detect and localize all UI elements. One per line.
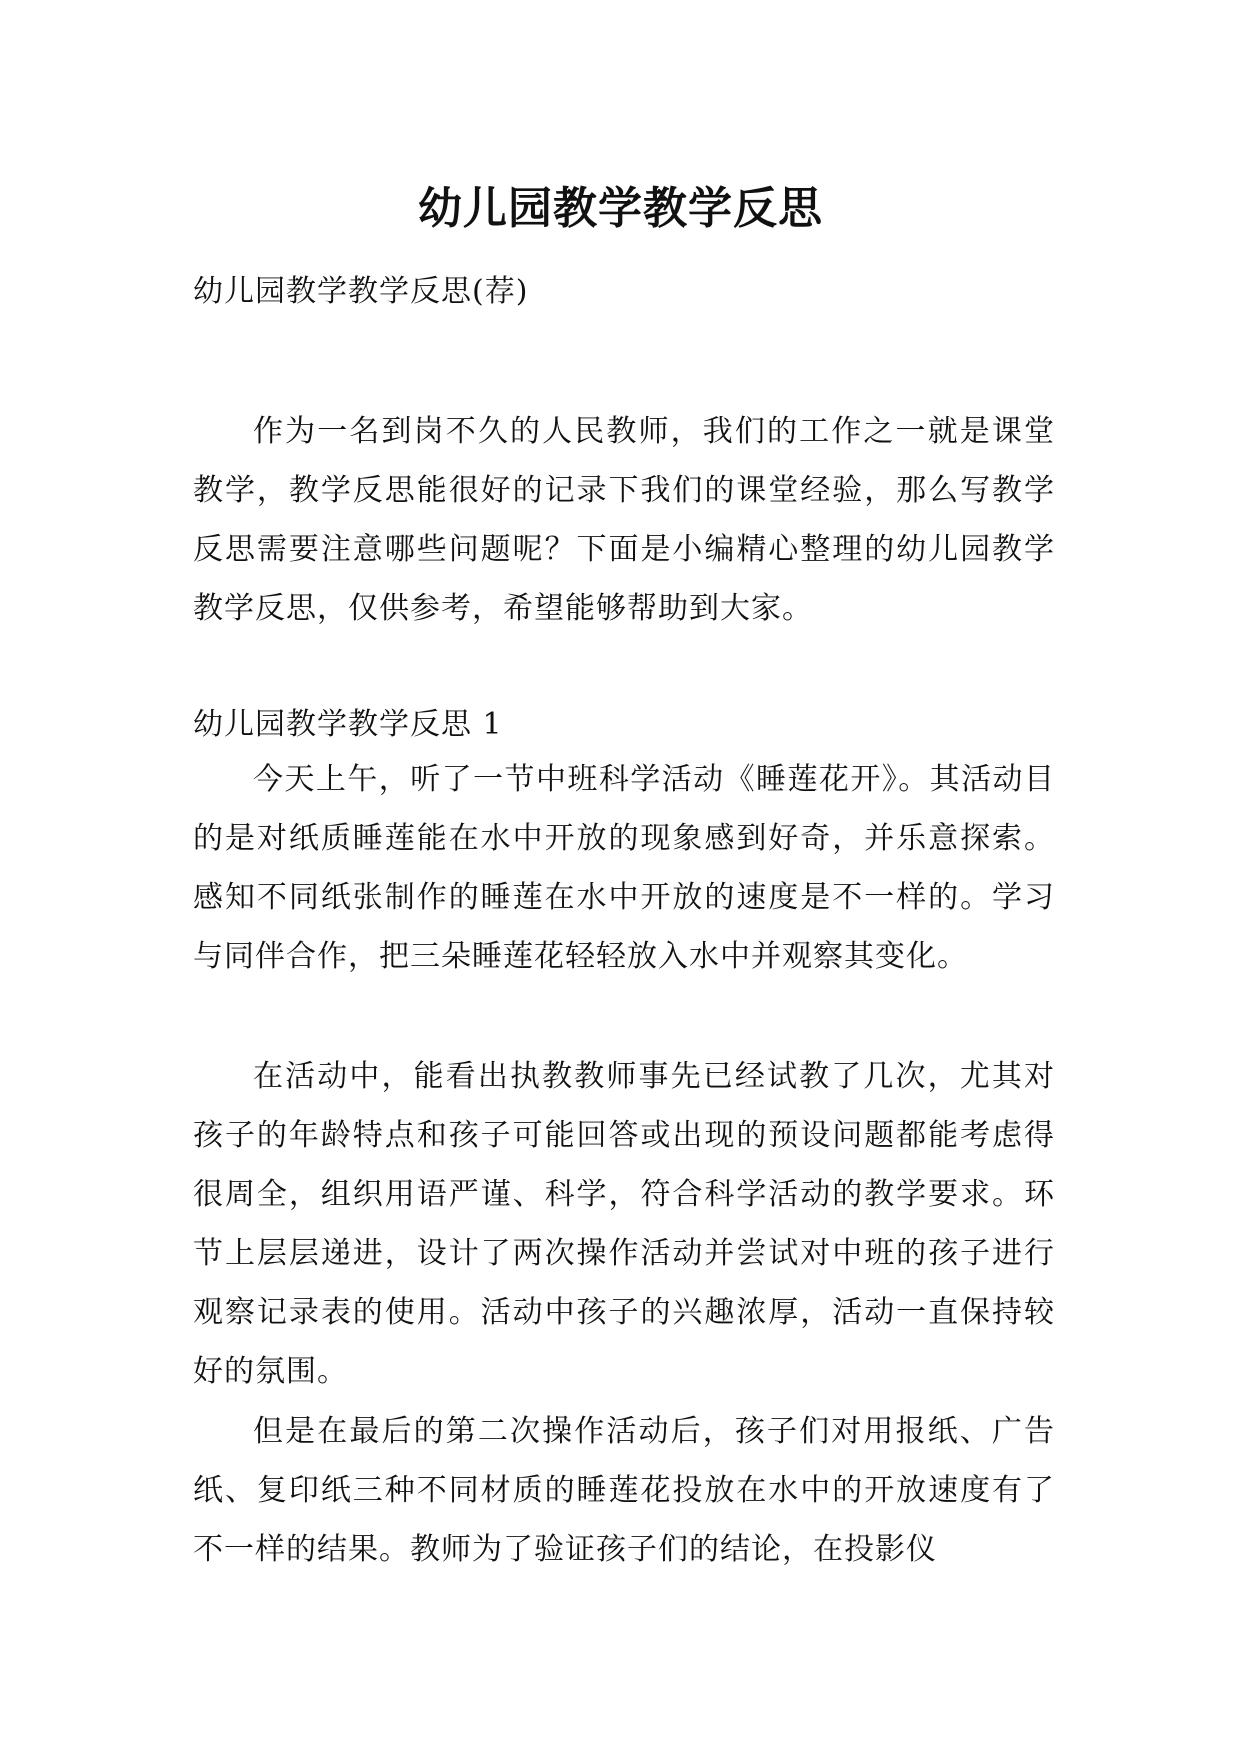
body-paragraph-2: 在活动中，能看出执教教师事先已经试教了几次，尤其对孩子的年龄特点和孩子可能回答或出现的预设问题都能考虑得很周全，组织用语严谨、科学，符合科学活动的教学要求。环节上层层递进，设计了两次操作活动并尝试对中班的孩子进行观察记录表的使用。活动中孩子的兴趣浓厚，活动一直保持较好的氛围。	[193, 1059, 1055, 1389]
section-heading: 幼儿园教学教学反思 1	[193, 707, 503, 742]
intro-paragraph: 作为一名到岗不久的人民教师，我们的工作之一就是课堂教学，教学反思能很好的记录下我们的课堂经验，那么写教学反思需要注意哪些问题呢？下面是小编精心整理的幼儿园教学教学反思，仅供参考，希望能够帮助到大家。	[193, 414, 1055, 626]
body-paragraph-3: 但是在最后的第二次操作活动后，孩子们对用报纸、广告纸、复印纸三种不同材质的睡莲花投放在水中的开放速度有了不一样的结果。教师为了验证孩子们的结论，在投影仪	[193, 1414, 1055, 1567]
document-title: 幼儿园教学教学反思	[418, 183, 823, 235]
document-subtitle: 幼儿园教学教学反思(荐)	[193, 274, 529, 309]
body-paragraph-1: 今天上午，听了一节中班科学活动《睡莲花开》。其活动目的是对纸质睡莲能在水中开放的现象感到好奇，并乐意探索。感知不同纸张制作的睡莲在水中开放的速度是不一样的。学习与同伴合作，把三朵睡莲花轻轻放入水中并观察其变化。	[193, 762, 1055, 974]
